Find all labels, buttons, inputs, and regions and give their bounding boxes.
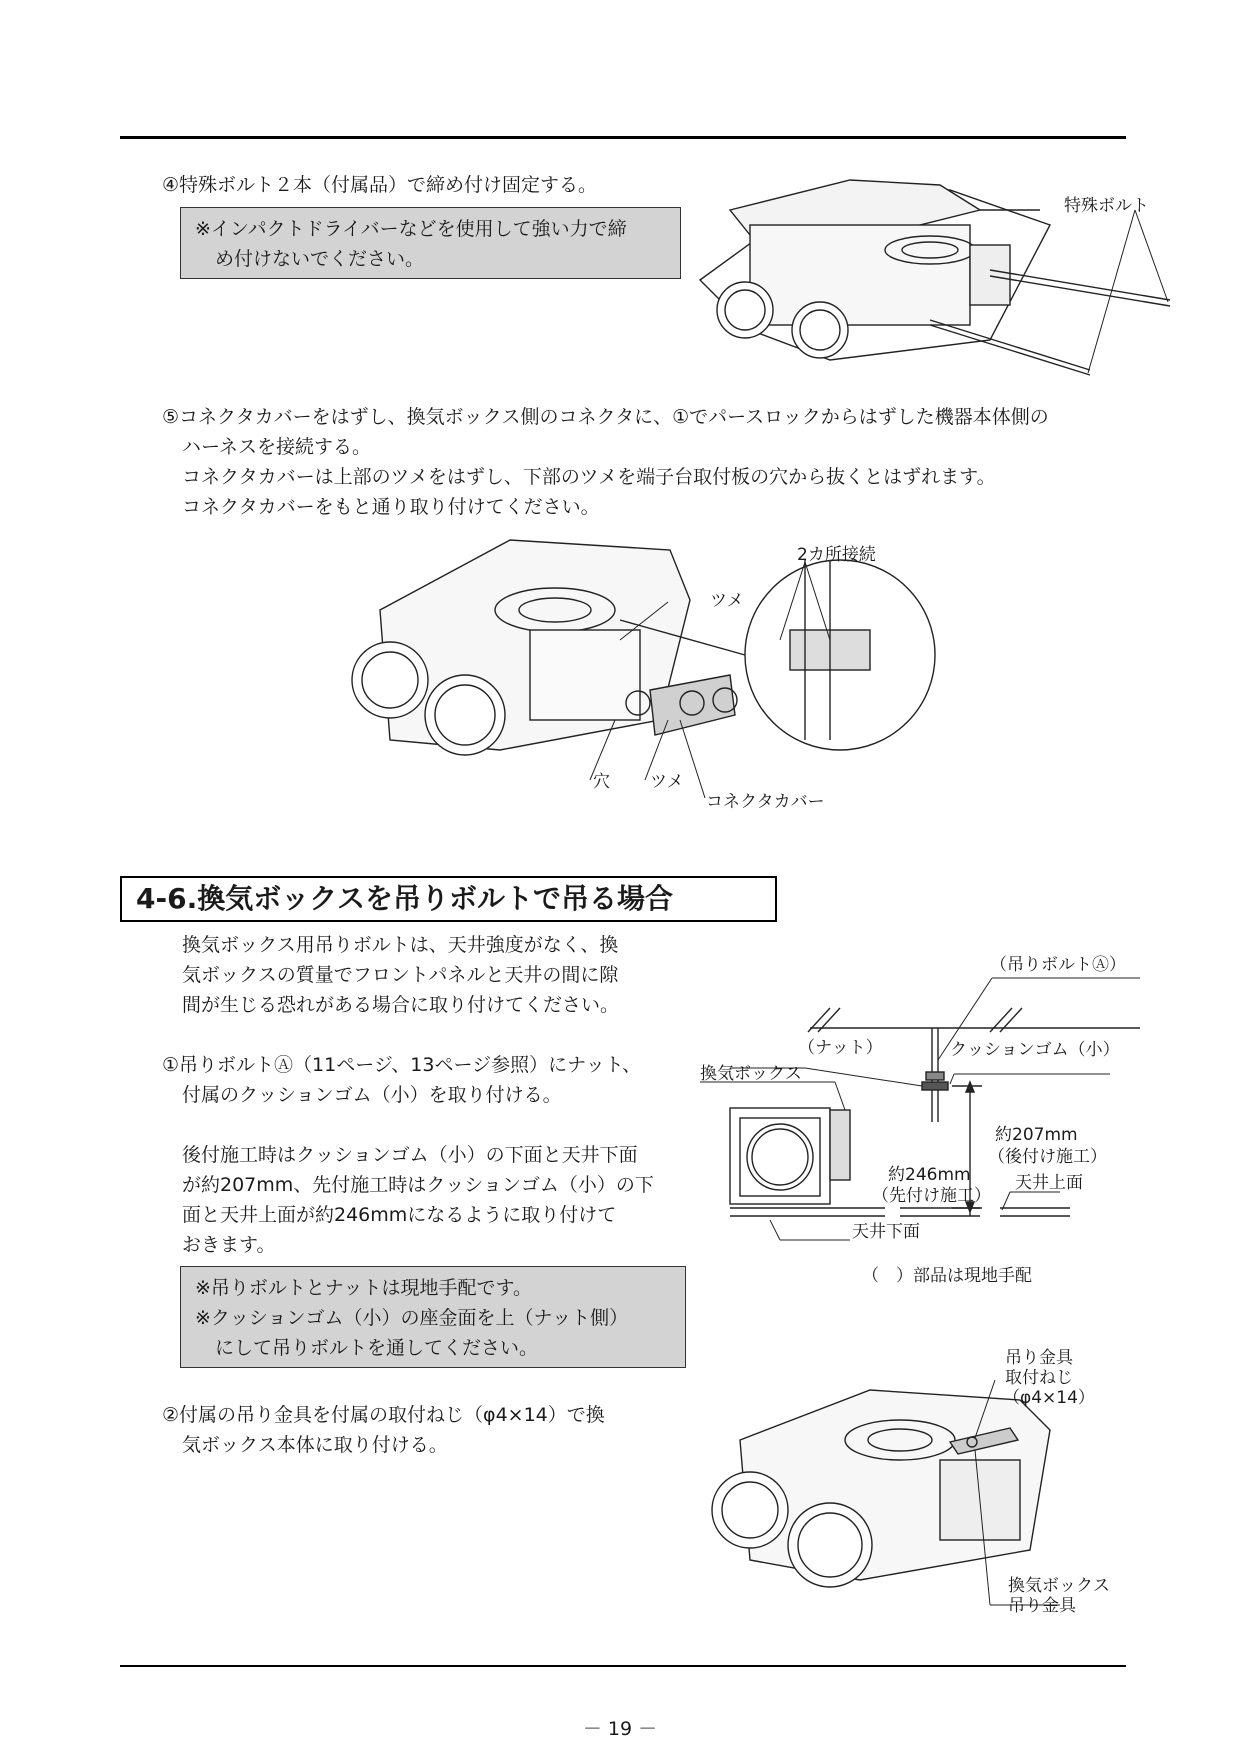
label-bracket-2: 吊り金具: [1008, 1596, 1076, 1616]
label-cushion: クッションゴム（小）: [950, 1040, 1120, 1060]
label-246: 約246mm: [888, 1165, 971, 1185]
label-connector-cover: コネクタカバー: [706, 792, 825, 812]
label-vent-box: 換気ボックス: [700, 1064, 802, 1084]
diagram-caption: （ ）部品は現地手配: [862, 1266, 1032, 1286]
label-two-points: 2カ所接続: [797, 545, 876, 565]
label-special-bolt: 特殊ボルト: [1064, 196, 1149, 216]
section-note: [180, 1266, 686, 1368]
label-screw-3: （φ4×14）: [1003, 1388, 1095, 1408]
label-tsume-top: ツメ: [710, 591, 744, 611]
step5-line-4: コネクタカバーをもと通り取り付けてください。: [182, 496, 600, 518]
step4-note: [180, 207, 681, 279]
para-line-1: 後付施工時はクッションゴム（小）の下面と天井下面: [182, 1144, 638, 1166]
section-note-line-3: にして吊りボルトを通してください。: [215, 1337, 539, 1359]
step4-note-line-1: ※インパクトドライバーなどを使用して強い力で締: [195, 218, 627, 240]
label-ceiling-top: 天井上面: [1015, 1173, 1083, 1193]
section-note-line-2: ※クッションゴム（小）の座金面を上（ナット側）: [195, 1307, 629, 1329]
label-screw-1: 吊り金具: [1005, 1348, 1073, 1368]
label-bolt-a: （吊りボルトⒶ）: [990, 955, 1126, 975]
label-207: 約207mm: [995, 1125, 1078, 1145]
step1-line-1: ①吊りボルトⒶ（11ページ、13ページ参照）にナット、: [162, 1054, 642, 1076]
label-ceiling-bottom: 天井下面: [852, 1222, 920, 1242]
step4-note-line-2: め付けないでください。: [215, 248, 425, 270]
step4-text: ④特殊ボルト２本（付属品）で締め付け固定する。: [162, 174, 598, 196]
step5-line-2: ハーネスを接続する。: [182, 436, 372, 458]
label-207-sub: （後付け施工）: [988, 1147, 1107, 1167]
page-number: － 19 －: [582, 1718, 658, 1740]
step5-line-3: コネクタカバーは上部のツメをはずし、下部のツメを端子台取付板の穴から抜くとはずれます。: [182, 466, 996, 488]
step5-line-1: ⑤コネクタカバーをはずし、換気ボックス側のコネクタに、①でパースロックからはずした機器本体側の: [162, 406, 1049, 428]
label-screw-2: 取付ねじ: [1005, 1368, 1073, 1388]
para-line-4: おきます。: [182, 1234, 276, 1256]
figure-connector: [350, 540, 950, 800]
intro-line-2: 気ボックスの質量でフロントパネルと天井の間に隙: [182, 964, 619, 986]
top-rule: [120, 136, 1126, 139]
label-246-sub: （先付け施工）: [872, 1186, 991, 1206]
section-heading: 4-6.換気ボックスを吊りボルトで吊る場合: [120, 876, 777, 922]
step2-line-1: ②付属の吊り金具を付属の取付ねじ（φ4×14）で換: [162, 1404, 605, 1426]
para-line-2: が約207mm、先付施工時はクッションゴム（小）の下: [182, 1174, 654, 1196]
bottom-rule: [120, 1665, 1126, 1667]
intro-line-3: 間が生じる恐れがある場合に取り付けてください。: [182, 994, 620, 1016]
label-nut: （ナット）: [798, 1038, 883, 1058]
intro-line-1: 換気ボックス用吊りボルトは、天井強度がなく、換: [182, 934, 619, 956]
para-line-3: 面と天井上面が約246mmになるように取り付けて: [182, 1204, 617, 1226]
section-note-line-1: ※吊りボルトとナットは現地手配です。: [195, 1277, 533, 1299]
figure-hanging-diagram: [700, 970, 1140, 1270]
label-hole: 穴: [593, 772, 610, 792]
label-tsume-bottom: ツメ: [650, 772, 684, 792]
step2-line-2: 気ボックス本体に取り付ける。: [182, 1434, 448, 1456]
label-bracket-1: 換気ボックス: [1008, 1576, 1110, 1596]
step1-line-2: 付属のクッションゴム（小）を取り付ける。: [182, 1084, 562, 1106]
